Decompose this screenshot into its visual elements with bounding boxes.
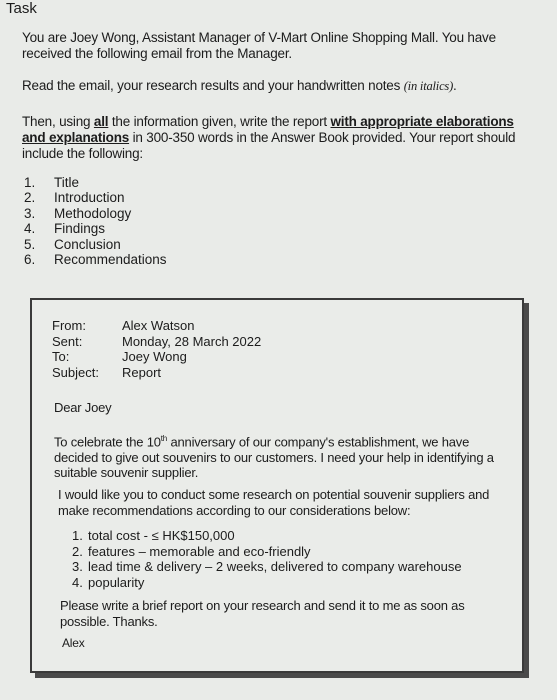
list-item (72, 575, 462, 591)
p1-text-a: To celebrate the 10 (54, 434, 161, 450)
then-text-1: Then, using (22, 114, 94, 129)
email-paragraph-2: I would like you to conduct some research on potential souvenir suppliers and make recommendations according to our considerations below: (58, 487, 490, 518)
list-item (24, 206, 167, 221)
then-elaborations-emphasis: with appropriate elaborations and explanations (22, 114, 514, 145)
report-requirements-list (24, 175, 167, 267)
task-read-instruction (22, 78, 547, 94)
email-content (32, 300, 522, 671)
list-text: popularity (88, 574, 145, 590)
task-write-instruction (22, 114, 537, 162)
list-number: 1. (24, 175, 36, 190)
email-box (30, 298, 524, 673)
read-text: Read the email, your research results and your handwritten notes (22, 78, 404, 93)
list-item (72, 544, 462, 560)
header-value: Joey Wong (122, 349, 187, 364)
list-item (72, 528, 462, 544)
list-number: 6. (24, 252, 36, 268)
p1-superscript: th (160, 434, 168, 443)
list-number: 5. (24, 236, 36, 252)
email-signoff: Alex (62, 636, 85, 650)
list-number: 4. (24, 221, 36, 237)
list-item (24, 190, 167, 205)
email-header-from (52, 318, 261, 334)
header-key: Sent: (52, 333, 83, 349)
list-text: features – memorable and eco-friendly (88, 543, 311, 559)
handwritten-note: (in italics) (403, 79, 454, 93)
header-key: To: (52, 349, 70, 364)
task-intro: You are Joey Wong, Assistant Manager of V-Mart Online Shopping Mall. You have received the following email from the Manager. (22, 30, 496, 61)
list-item (72, 559, 462, 575)
email-header (52, 318, 261, 380)
list-item (24, 221, 167, 236)
list-label: Recommendations (54, 252, 167, 268)
list-item (24, 175, 167, 190)
list-label: Introduction (54, 190, 125, 206)
list-label: Title (54, 175, 80, 190)
header-key: Subject: (52, 364, 99, 380)
header-key: From: (52, 318, 86, 333)
list-text: total cost - ≤ HK$150,000 (88, 528, 235, 543)
list-number: 4. (72, 574, 83, 590)
considerations-list (72, 528, 462, 590)
email-paragraph-3: Please write a brief report on your research and send it to me as soon as possible. Thanks. (60, 598, 465, 629)
email-paragraph-1 (54, 431, 494, 481)
list-item (24, 252, 167, 267)
list-number: 1. (72, 528, 83, 543)
then-text-2: the information given, write the report (108, 114, 331, 129)
p1-text-b: anniversary of our company's establishment, we have decided to give out souvenirs to our customers. I need your help in identifying a suitable souvenir supplier. (54, 434, 494, 481)
list-label: Methodology (54, 205, 132, 221)
list-number: 2. (24, 190, 36, 206)
read-end: . (453, 78, 457, 93)
header-value: Report (122, 364, 162, 380)
list-number: 3. (24, 205, 36, 221)
list-item (24, 237, 167, 252)
header-value: Alex Watson (122, 318, 195, 333)
email-header-sent (52, 334, 261, 350)
email-greeting: Dear Joey (54, 400, 112, 415)
then-text-3: in 300-350 words in the Answer Book provided. Your report should include the following: (22, 130, 516, 161)
list-label: Findings (54, 221, 106, 237)
list-number: 3. (72, 559, 83, 574)
list-text: lead time & delivery – 2 weeks, delivered to company warehouse (88, 559, 462, 574)
email-header-to (52, 349, 261, 365)
task-heading: Task (6, 0, 37, 17)
then-all-emphasis: all (93, 114, 109, 129)
email-header-subject (52, 365, 261, 381)
list-number: 2. (72, 543, 83, 559)
list-label: Conclusion (54, 236, 121, 252)
header-value: Monday, 28 March 2022 (122, 333, 262, 349)
